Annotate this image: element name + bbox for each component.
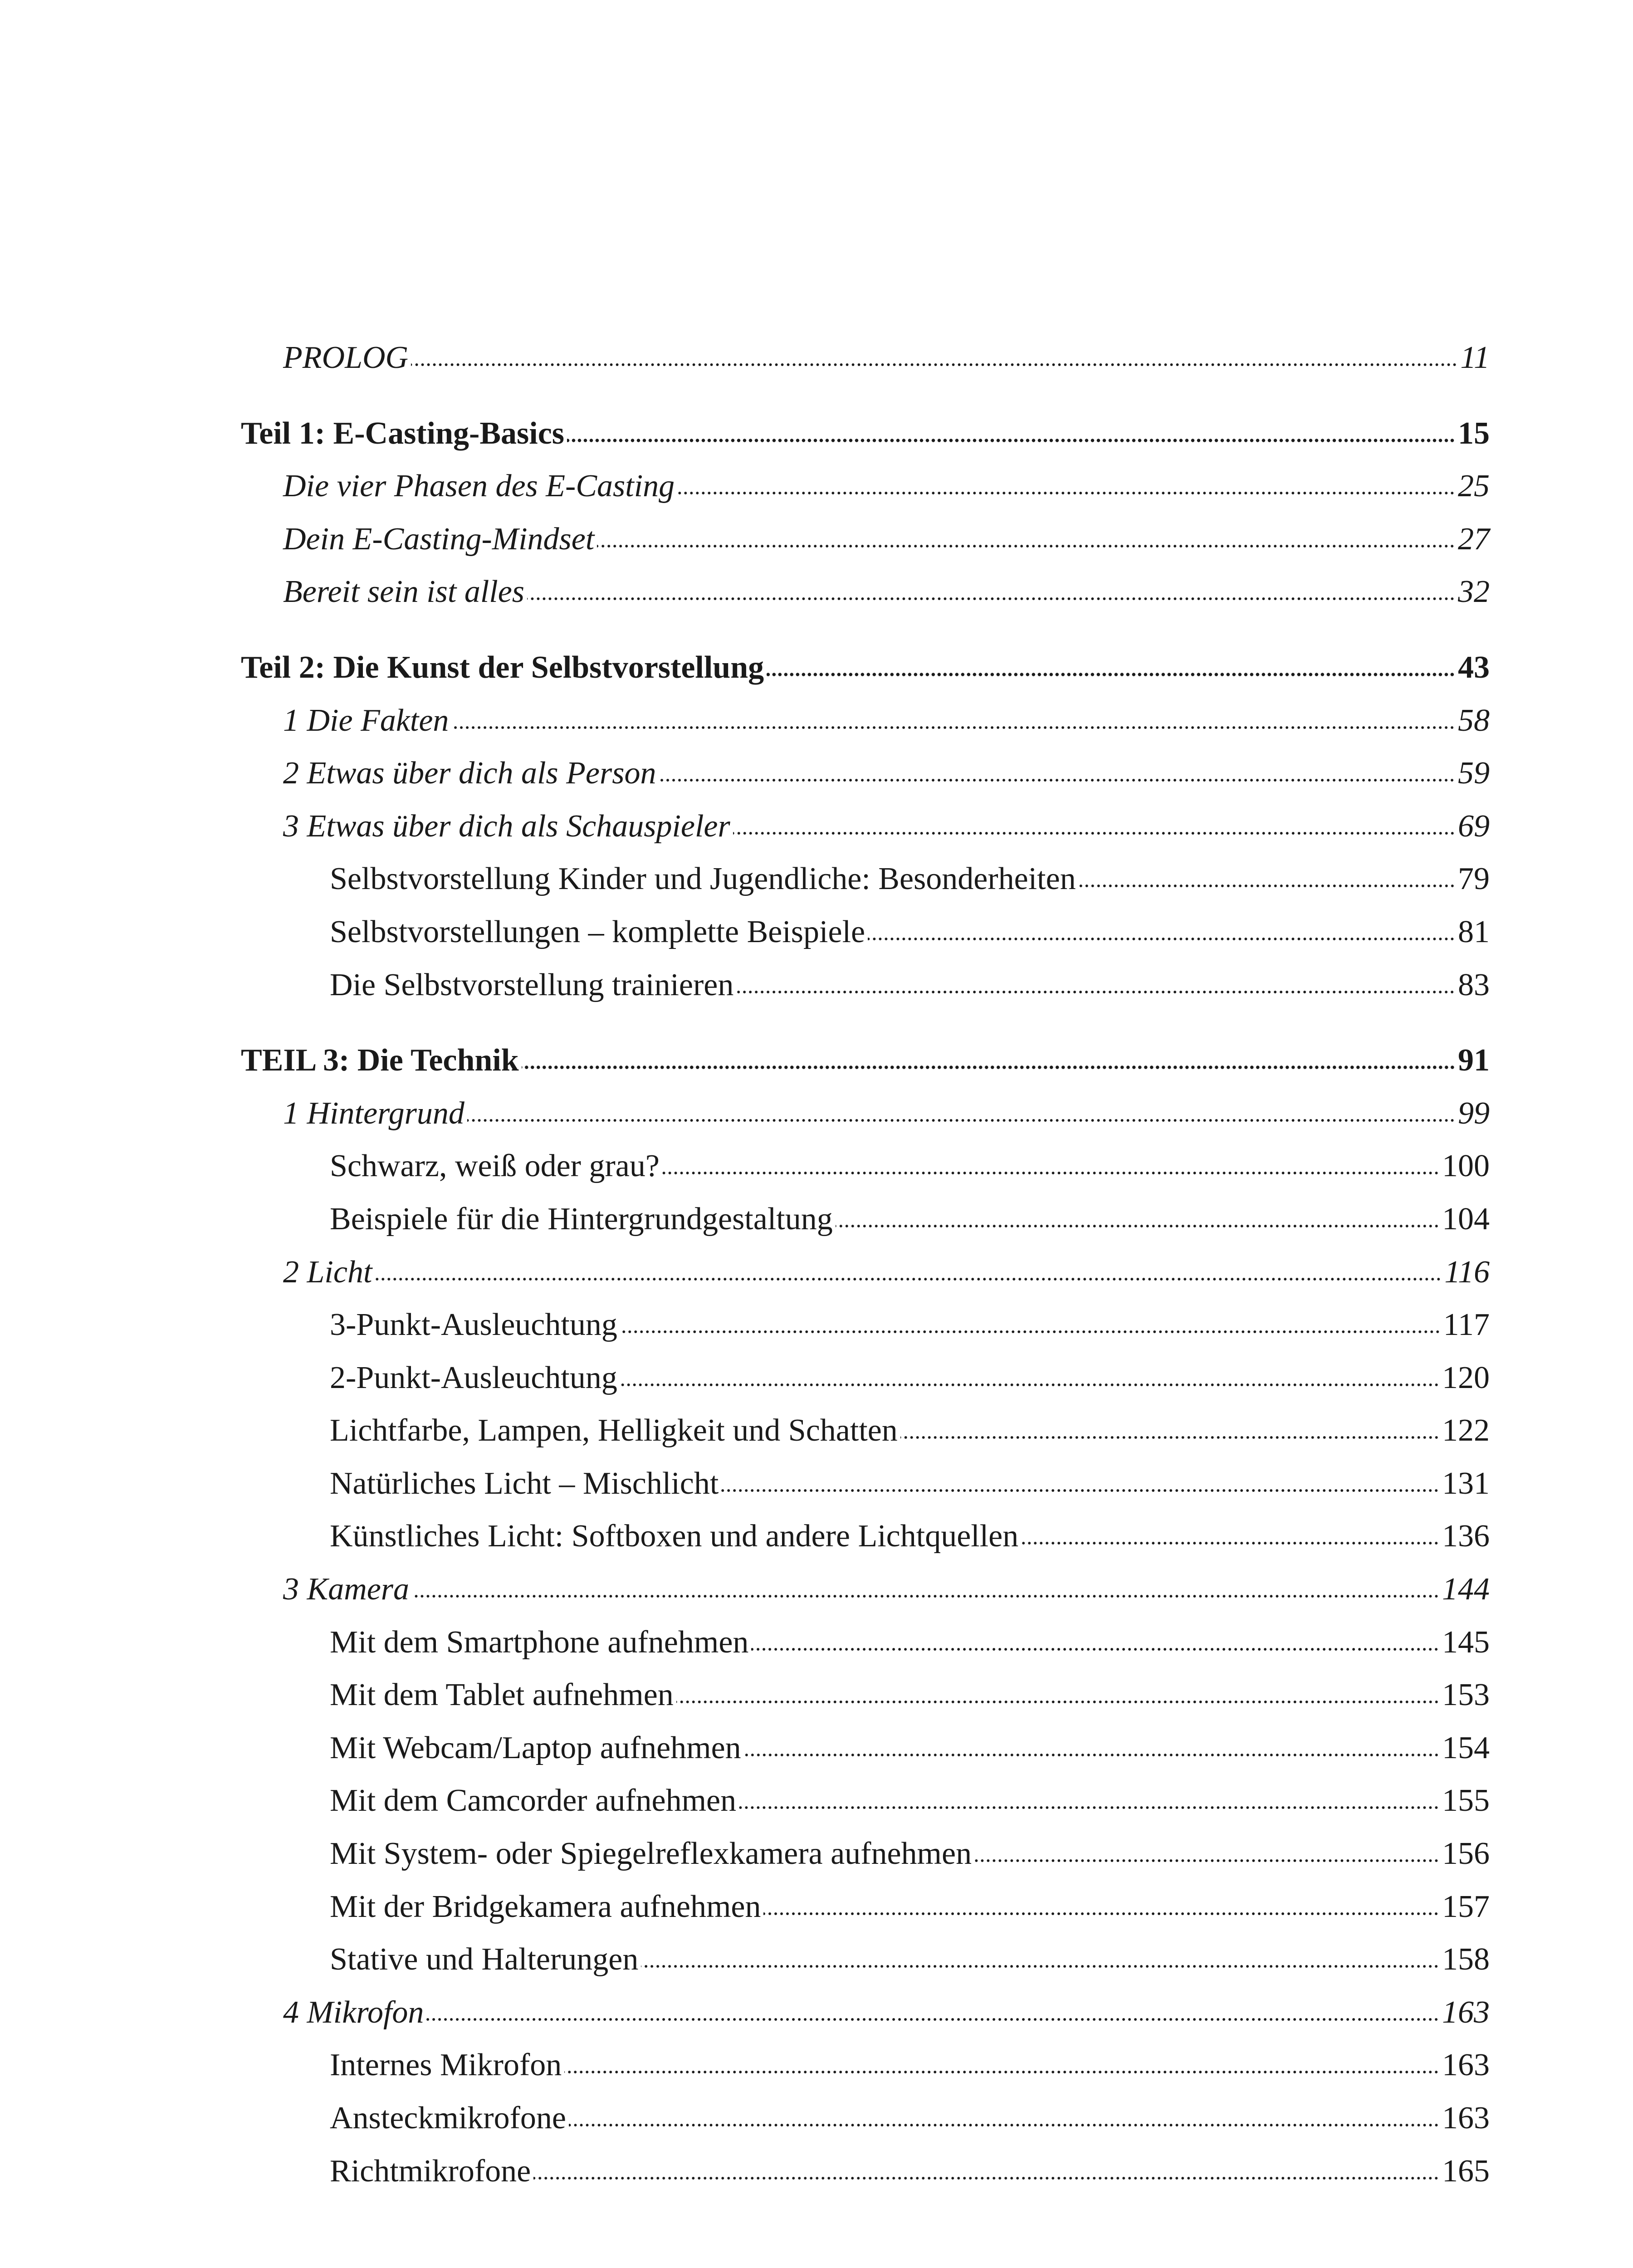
toc-entry-page-number: 69 xyxy=(1458,808,1490,844)
toc-part-entry xyxy=(241,1034,1490,1087)
toc-chapter-entry xyxy=(241,1563,1490,1616)
toc-chapter-entry xyxy=(241,1087,1490,1140)
toc-entry-title: Teil 2: Die Kunst der Selbstvorstellung xyxy=(241,650,764,685)
toc-entry-title: Die Selbstvorstellung trainieren xyxy=(330,967,734,1002)
toc-section-entry xyxy=(241,853,1490,906)
dot-leader xyxy=(836,1223,1439,1229)
table-of-contents xyxy=(241,0,1490,2198)
toc-section-entry xyxy=(241,1933,1490,1986)
toc-section-entry xyxy=(241,1774,1490,1828)
toc-section-entry xyxy=(241,1140,1490,1193)
dot-leader xyxy=(567,437,1455,444)
dot-leader xyxy=(375,1276,1442,1282)
toc-entry-title: Mit dem Smartphone aufnehmen xyxy=(330,1624,749,1660)
toc-section-entry xyxy=(241,1669,1490,1722)
toc-entry-title: Ansteckmikrofone xyxy=(330,2101,566,2136)
toc-entry-title: Natürliches Licht – Mischlicht xyxy=(330,1466,719,1501)
toc-entry-page-number: 163 xyxy=(1442,1994,1490,2030)
toc-entry-page-number: 27 xyxy=(1458,521,1490,557)
toc-entry-page-number: 117 xyxy=(1443,1307,1490,1343)
dot-leader xyxy=(1021,1540,1439,1546)
toc-entry-page-number: 99 xyxy=(1458,1095,1490,1131)
dot-leader xyxy=(620,1382,1439,1388)
toc-entry-title: Mit System- oder Spiegelreflexkamera aufnehmen xyxy=(330,1836,972,1872)
dot-leader xyxy=(974,1857,1439,1864)
toc-entry-title: Internes Mikrofon xyxy=(330,2048,562,2083)
toc-entry-title: Mit der Bridgekamera aufnehmen xyxy=(330,1889,761,1924)
toc-section-entry xyxy=(241,1404,1490,1457)
toc-entry-title: Selbstvorstellungen – komplette Beispiele xyxy=(330,914,865,949)
dot-leader xyxy=(736,989,1455,995)
toc-section-entry xyxy=(241,2092,1490,2145)
toc-entry-page-number: 131 xyxy=(1442,1466,1490,1501)
toc-section-entry xyxy=(241,1352,1490,1405)
dot-leader xyxy=(620,1329,1441,1335)
toc-chapter-entry xyxy=(241,1246,1490,1299)
toc-entry-page-number: 81 xyxy=(1458,914,1490,949)
toc-entry-page-number: 83 xyxy=(1458,967,1490,1002)
toc-entry-title: 3 Kamera xyxy=(283,1572,410,1607)
toc-entry-page-number: 122 xyxy=(1442,1413,1490,1448)
toc-entry-title: 4 Mikrofon xyxy=(283,1994,424,2030)
toc-entry-page-number: 145 xyxy=(1442,1624,1490,1660)
dot-leader xyxy=(739,1804,1439,1811)
toc-entry-title: Künstliches Licht: Softboxen und andere Lichtquellen xyxy=(330,1519,1019,1554)
toc-part-entry xyxy=(241,407,1490,460)
toc-entry-title: Schwarz, weiß oder grau? xyxy=(330,1149,660,1184)
toc-entry-page-number: 157 xyxy=(1442,1889,1490,1924)
toc-entry-title: Mit Webcam/Laptop aufnehmen xyxy=(330,1730,741,1765)
toc-entry-title: Die vier Phasen des E-Casting xyxy=(283,469,675,504)
dot-leader xyxy=(426,2016,1439,2023)
toc-entry-title: 1 Hintergrund xyxy=(283,1095,464,1131)
toc-entry-page-number: 165 xyxy=(1442,2153,1490,2189)
toc-entry-page-number: 104 xyxy=(1442,1201,1490,1237)
toc-chapter-entry xyxy=(241,694,1490,748)
toc-section-entry xyxy=(241,906,1490,959)
toc-entry-title: Selbstvorstellung Kinder und Jugendliche: Besonderheiten xyxy=(330,861,1076,897)
toc-section-entry xyxy=(241,1510,1490,1563)
toc-section-entry xyxy=(241,1299,1490,1352)
toc-entry-title: Lichtfarbe, Lampen, Helligkeit und Schatten xyxy=(330,1413,898,1448)
toc-entry-page-number: 11 xyxy=(1460,340,1490,375)
toc-entry-title: PROLOG xyxy=(283,340,409,375)
toc-section-entry xyxy=(241,1881,1490,1934)
toc-chapter-entry xyxy=(241,747,1490,800)
toc-chapter-entry xyxy=(241,513,1490,566)
toc-entry-title: TEIL 3: Die Technik xyxy=(241,1043,519,1078)
dot-leader xyxy=(527,596,1455,602)
toc-section-entry xyxy=(241,1828,1490,1881)
toc-entry-page-number: 136 xyxy=(1442,1519,1490,1554)
dot-leader xyxy=(569,2122,1439,2128)
toc-entry-page-number: 144 xyxy=(1442,1572,1490,1607)
dot-leader xyxy=(751,1646,1439,1652)
toc-entry-page-number: 43 xyxy=(1458,650,1490,685)
toc-entry-title: 1 Die Fakten xyxy=(283,703,449,738)
dot-leader xyxy=(662,1170,1439,1176)
toc-section-entry xyxy=(241,1193,1490,1246)
toc-chapter-entry xyxy=(241,460,1490,513)
dot-leader xyxy=(900,1434,1439,1441)
toc-entry-page-number: 153 xyxy=(1442,1677,1490,1713)
toc-entry-page-number: 79 xyxy=(1458,861,1490,897)
toc-section-entry xyxy=(241,959,1490,1012)
dot-leader xyxy=(868,936,1455,942)
toc-entry-page-number: 156 xyxy=(1442,1836,1490,1872)
dot-leader xyxy=(533,2175,1439,2181)
dot-leader xyxy=(767,671,1455,678)
toc-entry-page-number: 163 xyxy=(1442,2101,1490,2136)
dot-leader xyxy=(721,1487,1439,1494)
toc-chapter-entry xyxy=(241,566,1490,619)
dot-leader xyxy=(467,1117,1455,1124)
dot-leader xyxy=(451,724,1455,731)
dot-leader xyxy=(597,543,1455,549)
toc-part-entry xyxy=(241,641,1490,694)
dot-leader xyxy=(522,1064,1455,1070)
toc-section-entry xyxy=(241,1457,1490,1510)
toc-entry-title: Stative und Halterungen xyxy=(330,1942,639,1977)
toc-entry-page-number: 100 xyxy=(1442,1149,1490,1184)
toc-entry-title: 3-Punkt-Ausleuchtung xyxy=(330,1307,617,1343)
toc-entry-title: 2 Licht xyxy=(283,1254,372,1290)
toc-entry-title: Mit dem Tablet aufnehmen xyxy=(330,1677,674,1713)
toc-entry-title: 2 Etwas über dich als Person xyxy=(283,756,656,791)
toc-entry-title: 3 Etwas über dich als Schauspieler xyxy=(283,808,730,844)
toc-entry-page-number: 58 xyxy=(1458,703,1490,738)
toc-entry-title: Mit dem Camcorder aufnehmen xyxy=(330,1783,737,1818)
toc-entry-page-number: 163 xyxy=(1442,2048,1490,2083)
toc-entry-title: 2-Punkt-Ausleuchtung xyxy=(330,1360,617,1395)
dot-leader xyxy=(744,1752,1439,1758)
dot-leader xyxy=(1079,883,1455,889)
dot-leader xyxy=(677,490,1455,496)
toc-entry-page-number: 154 xyxy=(1442,1730,1490,1765)
dot-leader xyxy=(659,777,1455,783)
toc-entry-page-number: 158 xyxy=(1442,1942,1490,1977)
dot-leader xyxy=(564,2069,1439,2075)
dot-leader xyxy=(411,362,1457,368)
toc-entry-title: Teil 1: E-Casting-Basics xyxy=(241,415,565,451)
toc-entry-title: Bereit sein ist alles xyxy=(283,574,525,610)
dot-leader xyxy=(641,1963,1439,1970)
toc-entry-page-number: 15 xyxy=(1458,415,1490,451)
toc-chapter-entry xyxy=(241,332,1490,385)
toc-entry-page-number: 25 xyxy=(1458,469,1490,504)
toc-entry-page-number: 32 xyxy=(1458,574,1490,610)
dot-leader xyxy=(763,1911,1439,1917)
toc-entry-page-number: 59 xyxy=(1458,756,1490,791)
toc-chapter-entry xyxy=(241,800,1490,853)
toc-entry-title: Beispiele für die Hintergrundgestaltung xyxy=(330,1201,833,1237)
toc-entry-page-number: 155 xyxy=(1442,1783,1490,1818)
toc-section-entry xyxy=(241,1616,1490,1669)
toc-section-entry xyxy=(241,1722,1490,1775)
dot-leader xyxy=(412,1593,1439,1599)
toc-chapter-entry xyxy=(241,1986,1490,2039)
toc-entry-page-number: 91 xyxy=(1458,1043,1490,1078)
toc-section-entry xyxy=(241,2145,1490,2198)
toc-entry-page-number: 116 xyxy=(1444,1254,1490,1290)
dot-leader xyxy=(733,830,1455,836)
toc-entry-page-number: 120 xyxy=(1442,1360,1490,1395)
toc-section-entry xyxy=(241,2039,1490,2092)
toc-entry-title: Dein E-Casting-Mindset xyxy=(283,521,595,557)
toc-entry-title: Richtmikrofone xyxy=(330,2153,531,2189)
dot-leader xyxy=(676,1699,1439,1705)
